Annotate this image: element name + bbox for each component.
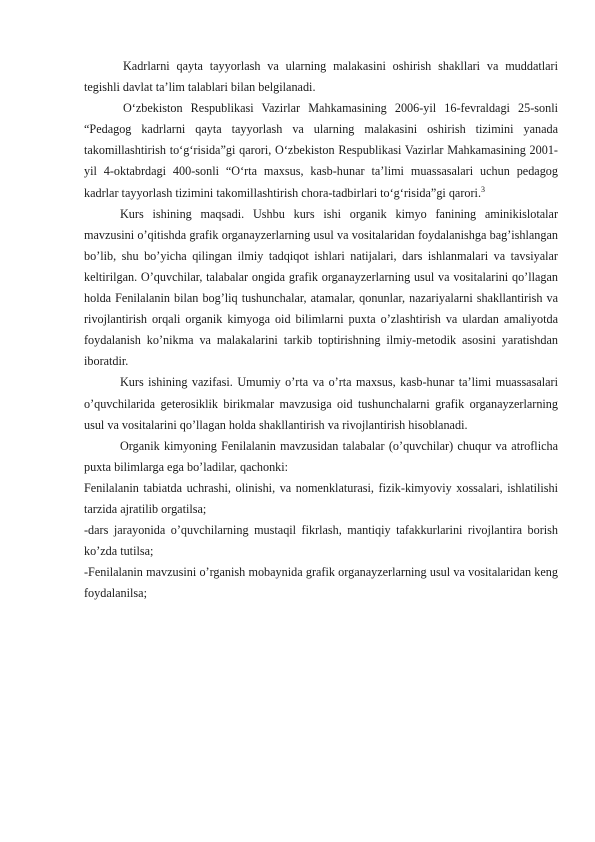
paragraph-text: Organik kimyoning Fenilalanin mavzusidan talabalar (o’quvchilar) chuqur va atroflicha puxta bilimlarga ega bo’ladilar, qachonki: <box>84 438 558 474</box>
paragraph-conditions-intro <box>84 436 558 478</box>
paragraph-text: -Fenilalanin mavzusini o’rganish mobaynida grafik organayzerlarning usul va vositalaridan keng foydalanilsa; <box>84 565 558 601</box>
list-item-phenylalanine-topics <box>84 478 558 520</box>
document-page <box>84 56 558 604</box>
paragraph-course-task <box>84 372 558 435</box>
paragraph-course-goal <box>84 204 558 373</box>
paragraph-text: Kurs ishining maqsadi. Ushbu kurs ishi organik kimyo fanining aminikislotalar mavzusini o’qitishda grafik organayzerlarning usul va vositalaridan foydalanishga bag’ishlangan bo’lib, shu bo’yicha qilingan ilmiy tadqiqot ishlari natijalari, dars ishlanmalari va tavsiyalar keltirilgan. O’quvchilar, talabalar ongida grafik organayzerlarning usul va vositalarini qo’llagan holda Fenilalanin bilan bog’liq tushunchalar, atamalar, qonunlar, nazariyalarni shakllantirish va rivojlantirish orqali organik kimyoga oid bilimlarni puxta o’zlashtirish va ulardan amaliyotda foydalanish ko’nikma va malakalarini tarkib toptirishning ilmiy-metodik asosini yaratishdan iboratdir. <box>84 206 558 369</box>
paragraph-training-forms <box>84 56 558 98</box>
paragraph-text: Fenilalanin tabiatda uchrashi, olinishi, va nomenklaturasi, fizik-kimyoviy xossalari, ishlatilishi tarzida ajratilib orgatilsa; <box>84 480 558 516</box>
paragraph-text: -dars jarayonida o’quvchilarning mustaqil fikrlash, mantiqiy tafakkurlarini rivojlantira borish ko’zda tutilsa; <box>84 523 558 559</box>
list-item-graphic-organizers <box>84 562 558 604</box>
paragraph-resolutions <box>84 98 558 203</box>
paragraph-text: Kadrlarni qayta tayyorlash va ularning malakasini oshirish shakllari va muddatlari tegishli davlat ta’lim talablari bilan belgilanadi. <box>84 59 558 95</box>
paragraph-text: Kurs ishining vazifasi. Umumiy o’rta va o’rta maxsus, kasb-hunar ta’limi muassasalari o’quvchilarida geterosiklik birikmalar mavzusiga oid tushunchalarni grafik organayzerlarning usul va vositalarini qo’llagan holda shakllantirish va rivojlantirish hisoblanadi. <box>84 375 558 432</box>
list-item-independent-thinking <box>84 520 558 562</box>
paragraph-text: O‘zbekiston Respublikasi Vazirlar Mahkamasining 2006-yil 16-fevraldagi 25-sonli “Pedagog kadrlarni qayta tayyorlash va ularning malakasini oshirish tizimini yanada takomillashtirish to‘g‘risida”gi qarori, O‘zbekiston Respublikasi Vazirlar Mahkamasining 2001-yil 4-oktabrdagi 400-sonli “O‘rta maxsus, kasb-hunar ta’limi muassasalari uchun pedagog kadrlar tayyorlash tizimini takomillashtirish chora-tadbirlari to‘g‘risida”gi qarori. <box>84 101 558 200</box>
footnote-marker[interactable]: 3 <box>481 184 485 194</box>
